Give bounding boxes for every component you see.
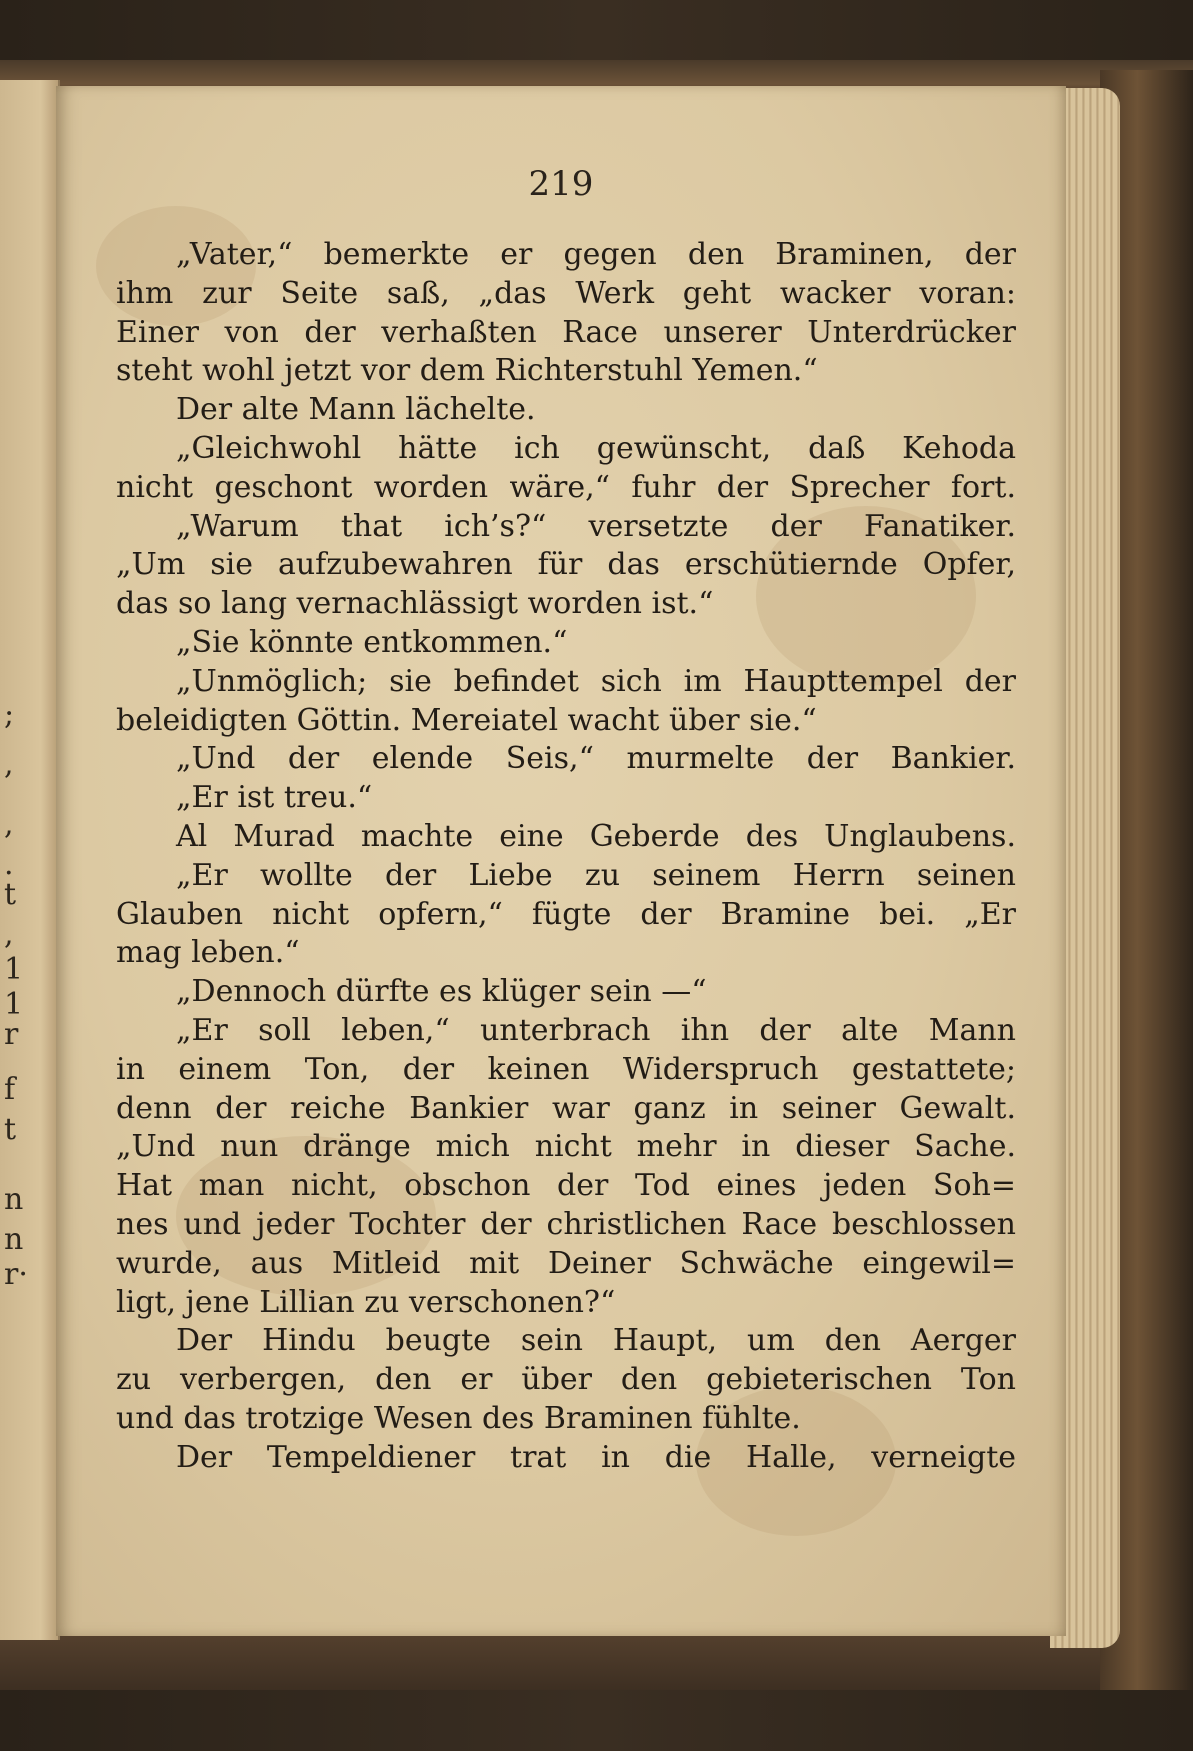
left-page-fragment: f [4,1072,16,1107]
text-line: Der Tempeldiener trat in die Halle, verneigte [176,1439,1016,1475]
text-line: „Vater,“ bemerkte er gegen den Braminen, der [176,237,1016,272]
text-line: zu verbergen, den er über den gebieterischen Ton [116,1362,1016,1398]
text-line: „Dennoch dürfte es klüger sein —“ [176,974,707,1010]
text-line: Der Hindu beugte sein Haupt, um den Aerger [176,1323,1016,1359]
text-line: ihm zur Seite saß, „das Werk geht wacker voran: [116,275,1016,311]
text-line: „Um sie aufzubewahren für das erschütiernde Opfer, [116,547,1016,583]
text-line: Einer von der verhaßten Race unserer Unterdrücker [116,314,1016,350]
text-line: „Er soll leben,“ unterbrach ihn der alte Mann [176,1012,1016,1048]
left-page-fragment: n [4,1222,24,1257]
text-line: steht wohl jetzt vor dem Richterstuhl Yemen.“ [116,353,818,389]
left-page-fragment: , [4,807,14,842]
text-line: in einem Ton, der keinen Widerspruch gestattete; [116,1051,1016,1087]
text-line: „Er wollte der Liebe zu seinem Herrn seinen [176,857,1016,893]
text-line: Glauben nicht opfern,“ fügte der Bramine bei. „Er [116,896,1016,932]
text-line: „Warum that ich’s?“ versetzte der Fanatiker. [176,508,1016,544]
text-line: wurde, aus Mitleid mit Deiner Schwäche eingewil= [116,1245,1016,1281]
left-page-fragment: r [4,1017,19,1052]
text-line: das so lang vernachlässigt worden ist.“ [116,586,714,622]
left-page-edge [0,80,60,1640]
text-line: ligt, jene Lillian zu verschonen?“ [116,1284,616,1320]
text-line: „Sie könnte entkommen.“ [176,624,568,660]
text-line: nes und jeder Tochter der christlichen Race beschlossen [116,1206,1016,1242]
text-line: Der alte Mann lächelte. [176,392,536,428]
left-page-fragment: 1 [4,987,24,1022]
left-page-fragment: 1 [4,952,24,987]
text-line: denn der reiche Bankier war ganz in seiner Gewalt. [116,1090,1016,1126]
left-page-fragment: t [4,1112,17,1147]
left-page-fragment: ; [4,697,15,732]
text-line: beleidigten Göttin. Mereiatel wacht über sie.“ [116,702,817,738]
left-page-fragment: n [4,1182,24,1217]
left-page-fragment: , [4,917,14,952]
body-text [116,236,1016,1478]
text-line: „Und nun dränge mich nicht mehr in dieser Sache. [116,1129,1016,1165]
text-line: nicht geschont worden wäre,“ fuhr der Sprecher fort. [116,469,1016,505]
text-line: „Unmöglich; sie befindet sich im Haupttempel der [176,663,1016,699]
left-page-fragment: t [4,877,17,912]
left-page-fragment: , [4,747,14,782]
text-line: Al Murad machte eine Geberde des Unglaubens. [176,818,1016,854]
text-line: Hat man nicht, obschon der Tod eines jeden Soh= [116,1168,1016,1204]
left-page-fragment: . [4,847,14,882]
text-line: „Gleichwohl hätte ich gewünscht, daß Kehoda [176,430,1016,466]
text-line: „Und der elende Seis,“ murmelte der Bankier. [176,741,1016,777]
text-line: mag leben.“ [116,935,300,971]
page-number: 219 [528,164,594,204]
left-page-fragment: r· [4,1257,28,1292]
text-line: „Er ist treu.“ [176,780,373,816]
text-line: und das trotzige Wesen des Braminen fühlte. [116,1400,801,1436]
book-page [56,86,1066,1636]
